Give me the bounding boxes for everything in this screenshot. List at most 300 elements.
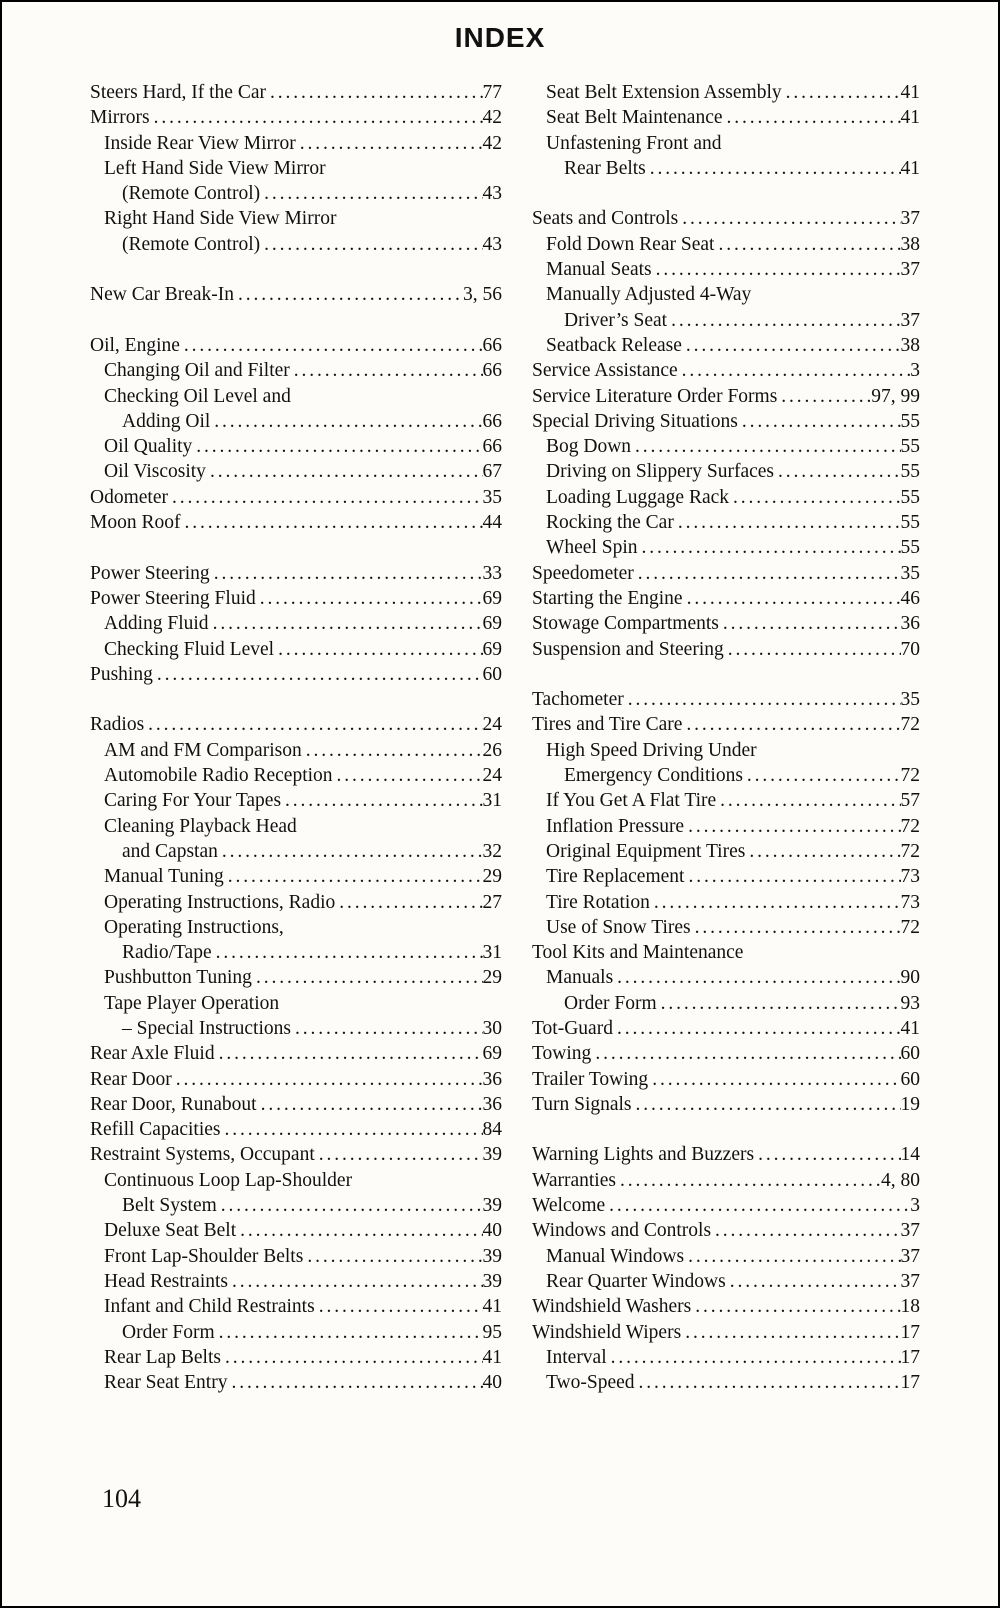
index-term: Manuals <box>546 967 614 989</box>
index-page-ref: 55 <box>900 436 920 458</box>
dot-leader <box>335 890 482 915</box>
index-term: Deluxe Seat Belt <box>104 1220 237 1242</box>
dot-leader <box>172 1067 483 1092</box>
index-entry <box>90 206 502 231</box>
dot-leader <box>774 459 900 484</box>
index-entry <box>532 459 920 484</box>
dot-leader <box>682 712 900 737</box>
dot-leader <box>634 561 901 586</box>
index-term: Windshield Washers <box>532 1296 692 1318</box>
dot-leader <box>719 611 901 636</box>
index-page-ref: 84 <box>482 1119 502 1141</box>
index-page-ref: 33 <box>482 562 502 584</box>
index-page-ref: 60 <box>900 1043 920 1065</box>
dot-leader <box>684 864 900 889</box>
index-entry <box>90 1193 502 1218</box>
dot-leader <box>678 206 900 231</box>
index-term: Cleaning Playback Head <box>104 815 297 837</box>
dot-leader <box>260 181 482 206</box>
index-entry <box>90 1092 502 1117</box>
index-page-ref: 3 <box>910 360 920 382</box>
index-term: Speedometer <box>532 562 634 584</box>
index-entry <box>532 1168 920 1193</box>
dot-leader <box>168 485 483 510</box>
index-entry <box>90 1345 502 1370</box>
index-page-ref: 72 <box>900 765 920 787</box>
index-term: Warranties <box>532 1169 616 1191</box>
dot-leader <box>274 637 482 662</box>
index-entry <box>90 131 502 156</box>
index-page-ref: 77 <box>482 82 502 103</box>
index-page-ref: 40 <box>482 1372 502 1394</box>
dot-leader <box>716 788 900 813</box>
index-term: Interval <box>546 1346 607 1368</box>
index-entry <box>90 814 502 839</box>
index-entry <box>90 890 502 915</box>
index-page-ref: 73 <box>900 866 920 888</box>
index-entry <box>90 485 502 510</box>
index-page-ref: 35 <box>482 486 502 508</box>
index-entry <box>90 80 502 105</box>
index-entry <box>532 1041 920 1066</box>
index-page-ref: 69 <box>482 613 502 635</box>
dot-leader <box>221 1345 483 1370</box>
index-term: Moon Roof <box>90 512 181 534</box>
index-page-ref: 41 <box>900 157 920 179</box>
index-entry <box>90 1244 502 1269</box>
index-term: Automobile Radio Reception <box>104 765 333 787</box>
dot-leader <box>144 712 482 737</box>
index-entry <box>90 434 502 459</box>
index-entry <box>90 1016 502 1041</box>
index-entry <box>532 1067 920 1092</box>
index-entry <box>532 409 920 434</box>
index-term: Tool Kits and Maintenance <box>532 942 744 964</box>
dot-leader <box>150 105 483 130</box>
dot-leader <box>260 232 482 257</box>
index-entry <box>532 156 920 181</box>
index-term: Driving on Slippery Surfaces <box>546 461 775 483</box>
dot-leader <box>613 965 900 990</box>
index-page-ref: 39 <box>482 1144 502 1166</box>
index-page-ref: 39 <box>482 1195 502 1217</box>
index-term: Right Hand Side View Mirror <box>104 208 337 230</box>
index-page-ref: 17 <box>900 1372 920 1394</box>
index-entry <box>532 839 920 864</box>
index-entry <box>90 181 502 206</box>
index-term: Original Equipment Tires <box>546 840 746 862</box>
dot-leader <box>215 1041 483 1066</box>
index-page-ref: 37 <box>900 1245 920 1267</box>
index-term: Rear Door, Runabout <box>90 1093 257 1115</box>
dot-leader <box>210 561 483 586</box>
index-page-ref: 42 <box>482 132 502 154</box>
index-term: Special Driving Situations <box>532 410 738 432</box>
index-entry <box>532 1244 920 1269</box>
index-page-ref: 93 <box>900 992 920 1014</box>
index-term: Suspension and Steering <box>532 638 724 660</box>
dot-leader <box>638 535 901 560</box>
index-entry <box>532 1269 920 1294</box>
dot-leader <box>613 1016 901 1041</box>
dot-leader <box>290 358 483 383</box>
index-term: Front Lap-Shoulder Belts <box>104 1245 304 1267</box>
index-entry <box>532 561 920 586</box>
index-entry <box>90 1142 502 1167</box>
dot-leader <box>281 788 482 813</box>
dot-leader <box>782 80 901 105</box>
index-entry <box>90 1294 502 1319</box>
index-term: Tires and Tire Care <box>532 714 683 736</box>
dot-leader <box>723 105 901 130</box>
index-entry <box>532 915 920 940</box>
index-entry <box>532 687 920 712</box>
index-term: Power Steering Fluid <box>90 587 256 609</box>
index-page-ref: 57 <box>900 790 920 812</box>
index-entry <box>532 1218 920 1243</box>
dot-leader <box>256 586 483 611</box>
index-page-ref: 41 <box>900 107 920 129</box>
index-term: – Special Instructions <box>122 1017 291 1039</box>
index-page-ref: 17 <box>900 1321 920 1343</box>
index-page-ref: 18 <box>900 1296 920 1318</box>
index-page-ref: 24 <box>482 714 502 736</box>
dot-leader <box>726 1269 901 1294</box>
index-page-ref: 31 <box>482 942 502 964</box>
index-entry <box>90 662 502 687</box>
index-entry <box>90 991 502 1016</box>
page-title: INDEX <box>454 22 546 53</box>
dot-leader <box>303 1244 482 1269</box>
index-entry <box>90 459 502 484</box>
index-term: Order Form <box>564 992 657 1014</box>
index-entry <box>90 1117 502 1142</box>
index-term: Windshield Wipers <box>532 1321 682 1343</box>
index-page-ref: 37 <box>900 309 920 331</box>
index-page-ref: 14 <box>900 1144 920 1166</box>
index-entry <box>90 915 502 940</box>
index-entry <box>532 738 920 763</box>
dot-leader <box>667 308 900 333</box>
index-page-ref: 35 <box>900 689 920 711</box>
index-term: Emergency Conditions <box>564 765 743 787</box>
index-term: Oil Quality <box>104 436 193 458</box>
dot-leader <box>227 1370 482 1395</box>
dot-leader <box>218 839 483 864</box>
index-term: Radio/Tape <box>122 942 212 964</box>
index-term: Odometer <box>90 486 168 508</box>
index-entry <box>90 510 502 535</box>
index-term: Checking Fluid Level <box>104 638 275 660</box>
index-page-ref: 37 <box>900 1270 920 1292</box>
index-page-ref: 55 <box>900 410 920 432</box>
index-page-ref: 36 <box>482 1093 502 1115</box>
index-term: Seat Belt Maintenance <box>546 107 723 129</box>
index-term: Continuous Loop Lap-Shoulder <box>104 1169 353 1191</box>
index-term: Inside Rear View Mirror <box>104 132 296 154</box>
index-term: Infant and Child Restraints <box>104 1296 315 1318</box>
index-page-ref: 38 <box>900 233 920 255</box>
index-term: Inflation Pressure <box>546 815 685 837</box>
index-page-ref: 72 <box>900 840 920 862</box>
index-page-ref: 32 <box>482 840 502 862</box>
dot-leader <box>616 1168 881 1193</box>
index-term: Towing <box>532 1043 592 1065</box>
index-page-ref: 72 <box>900 815 920 837</box>
index-term: Rear Quarter Windows <box>546 1270 726 1292</box>
index-entry <box>90 763 502 788</box>
index-page-ref: 39 <box>482 1270 502 1292</box>
index-page-ref: 90 <box>900 967 920 989</box>
index-entry <box>532 814 920 839</box>
index-entry <box>532 940 920 965</box>
dot-leader <box>683 586 901 611</box>
index-page-ref: 95 <box>482 1321 502 1343</box>
index-term: Seats and Controls <box>532 208 679 230</box>
index-page-ref: 44 <box>482 512 502 534</box>
index-page-ref: 66 <box>482 334 502 356</box>
index-term: Rocking the Car <box>546 512 674 534</box>
index-term: If You Get A Flat Tire <box>546 790 717 812</box>
index-term: Windows and Controls <box>532 1220 712 1242</box>
index-page-ref: 41 <box>900 1017 920 1039</box>
dot-leader <box>607 1345 901 1370</box>
page-number: 104 <box>102 1484 141 1513</box>
index-page-ref: 43 <box>482 233 502 255</box>
index-entry <box>90 1269 502 1294</box>
index-entry <box>90 611 502 636</box>
index-entry <box>90 156 502 181</box>
index-term: Adding Oil <box>122 410 211 432</box>
dot-leader <box>296 131 483 156</box>
dot-leader <box>180 333 483 358</box>
index-entry <box>90 864 502 889</box>
index-page-ref: 19 <box>900 1093 920 1115</box>
index-term: Oil, Engine <box>90 334 180 356</box>
index-entry <box>90 384 502 409</box>
index-entry <box>532 358 920 383</box>
dot-leader <box>212 940 483 965</box>
dot-leader <box>631 434 900 459</box>
dot-leader <box>691 1294 900 1319</box>
index-entry <box>532 510 920 535</box>
index-entry <box>532 890 920 915</box>
dot-leader <box>745 839 900 864</box>
index-entry <box>90 1320 502 1345</box>
index-term: High Speed Driving Under <box>546 739 757 761</box>
index-entry <box>532 434 920 459</box>
dot-leader <box>153 662 483 687</box>
index-entry <box>90 333 502 358</box>
index-term: Welcome <box>532 1195 606 1217</box>
dot-leader <box>315 1142 483 1167</box>
index-page-ref: 69 <box>482 638 502 660</box>
index-term: Rear Belts <box>564 157 646 179</box>
index-term: Wheel Spin <box>546 537 638 559</box>
dot-leader <box>209 611 483 636</box>
index-page-ref: 31 <box>482 790 502 812</box>
dot-leader <box>236 1218 482 1243</box>
index-page-ref: 4, 80 <box>881 1169 920 1191</box>
index-term: and Capstan <box>122 840 218 862</box>
index-term: Manual Windows <box>546 1245 685 1267</box>
index-entry <box>532 788 920 813</box>
index-page-ref: 66 <box>482 360 502 382</box>
dot-leader <box>228 1269 482 1294</box>
index-entry <box>532 80 920 105</box>
index-term: Turn Signals <box>532 1093 632 1115</box>
index-page-ref: 29 <box>482 967 502 989</box>
index-page-ref: 46 <box>900 587 920 609</box>
index-page-ref: 41 <box>482 1346 502 1368</box>
index-page-ref: 69 <box>482 1043 502 1065</box>
index-term: Stowage Compartments <box>532 613 719 635</box>
dot-leader <box>681 1320 900 1345</box>
index-entry <box>532 131 920 156</box>
index-page-ref: 66 <box>482 410 502 432</box>
index-column-right <box>532 80 920 1395</box>
index-page-ref: 55 <box>900 512 920 534</box>
index-term: Seat Belt Extension Assembly <box>546 82 782 103</box>
index-entry <box>90 738 502 763</box>
index-term: Checking Oil Level and <box>104 385 291 407</box>
index-page-ref: 37 <box>900 259 920 281</box>
dot-leader <box>729 485 900 510</box>
index-page-ref: 3, 56 <box>463 284 502 306</box>
index-page-ref: 60 <box>900 1068 920 1090</box>
index-page-ref: 27 <box>482 891 502 913</box>
dot-leader <box>266 80 483 105</box>
index-page-ref: 30 <box>482 1017 502 1039</box>
index-term: Pushing <box>90 663 153 685</box>
dot-leader <box>224 864 483 889</box>
dot-leader <box>333 763 483 788</box>
index-entry <box>90 561 502 586</box>
index-entry <box>532 282 920 307</box>
index-entry <box>532 991 920 1016</box>
index-page-ref: 72 <box>900 916 920 938</box>
index-term: (Remote Control) <box>122 233 261 255</box>
index-entry <box>532 1294 920 1319</box>
dot-leader <box>652 257 901 282</box>
index-page-ref: 39 <box>482 1245 502 1267</box>
index-term: Loading Luggage Rack <box>546 486 730 508</box>
index-term: Tire Replacement <box>546 866 685 888</box>
dot-leader <box>234 282 463 307</box>
index-page-ref: 41 <box>900 82 920 103</box>
index-page-ref: 66 <box>482 436 502 458</box>
index-term: Operating Instructions, <box>104 916 284 938</box>
index-page-ref: 67 <box>482 461 502 483</box>
index-entry <box>532 1016 920 1041</box>
dot-leader <box>217 1193 483 1218</box>
dot-leader <box>624 687 901 712</box>
index-page-ref: 55 <box>900 486 920 508</box>
dot-leader <box>315 1294 483 1319</box>
index-term: Rear Lap Belts <box>104 1346 221 1368</box>
index-entry <box>90 965 502 990</box>
dot-leader <box>743 763 901 788</box>
index-page-ref: 55 <box>900 537 920 559</box>
index-term: New Car Break-In <box>90 284 235 306</box>
index-term: Trailer Towing <box>532 1068 649 1090</box>
index-page-ref: 35 <box>900 562 920 584</box>
index-page-ref: 41 <box>482 1296 502 1318</box>
index-entry <box>532 712 920 737</box>
index-page-ref: 72 <box>900 714 920 736</box>
dot-leader <box>754 1142 900 1167</box>
dot-leader <box>657 991 901 1016</box>
dot-leader <box>632 1092 901 1117</box>
dot-leader <box>591 1041 900 1066</box>
index-page-ref: 24 <box>482 765 502 787</box>
dot-leader <box>215 1320 483 1345</box>
index-entry <box>90 788 502 813</box>
index-term: Refill Capacities <box>90 1119 221 1141</box>
index-entry <box>532 485 920 510</box>
index-term: Fold Down Rear Seat <box>546 233 715 255</box>
index-term: Rear Axle Fluid <box>90 1043 215 1065</box>
index-entry <box>90 105 502 130</box>
index-page-ref: 37 <box>900 208 920 230</box>
index-term: Belt System <box>122 1195 217 1217</box>
index-term: Rear Seat Entry <box>104 1372 228 1394</box>
index-entry <box>532 308 920 333</box>
index-term: Left Hand Side View Mirror <box>104 157 326 179</box>
index-entry <box>532 763 920 788</box>
index-term: Steers Hard, If the Car <box>90 82 266 103</box>
dot-leader <box>674 510 901 535</box>
dot-leader <box>650 890 901 915</box>
dot-leader <box>605 1193 910 1218</box>
index-entry <box>90 1041 502 1066</box>
index-entry <box>90 1168 502 1193</box>
dot-leader <box>192 434 482 459</box>
index-page-ref: 37 <box>900 1220 920 1242</box>
dot-leader <box>291 1016 483 1041</box>
index-term: Tape Player Operation <box>104 992 280 1014</box>
index-term: Use of Snow Tires <box>546 916 691 938</box>
index-term: Operating Instructions, Radio <box>104 891 336 913</box>
index-entry <box>532 965 920 990</box>
index-term: Pushbutton Tuning <box>104 967 252 989</box>
dot-leader <box>711 1218 900 1243</box>
index-entry <box>532 1320 920 1345</box>
index-term: Order Form <box>122 1321 215 1343</box>
index-term: Seatback Release <box>546 334 682 356</box>
index-entry <box>90 1370 502 1395</box>
dot-leader <box>724 637 901 662</box>
index-page-ref: 40 <box>482 1220 502 1242</box>
index-entry <box>532 1345 920 1370</box>
index-term: Warning Lights and Buzzers <box>532 1144 755 1166</box>
index-term: Mirrors <box>90 107 150 129</box>
index-page-ref: 97, 99 <box>871 385 920 407</box>
index-entry <box>532 535 920 560</box>
dot-leader <box>221 1117 483 1142</box>
dot-leader <box>210 409 482 434</box>
index-entry <box>532 864 920 889</box>
index-term: Radios <box>90 714 145 736</box>
dot-leader <box>684 814 900 839</box>
index-page-ref: 42 <box>482 107 502 129</box>
index-term: Head Restraints <box>104 1270 229 1292</box>
index-entry <box>90 712 502 737</box>
dot-leader <box>714 232 900 257</box>
index-page-ref: 70 <box>900 638 920 660</box>
index-entry <box>90 637 502 662</box>
index-term: Tire Rotation <box>546 891 650 913</box>
